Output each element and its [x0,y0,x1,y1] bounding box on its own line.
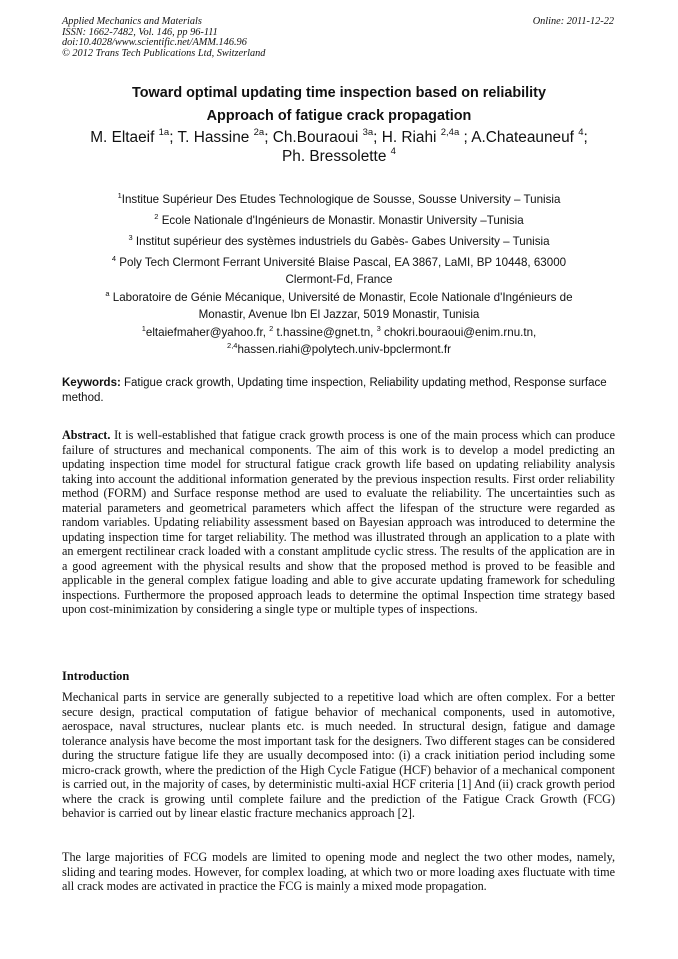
author-name: ; H. Riahi [373,129,441,146]
author-name: ; T. Hassine [169,129,254,146]
abstract-label: Abstract. [62,428,111,442]
author-name: ; Ch.Bouraoui [264,129,363,146]
author-affiliation-mark: 1a [158,127,170,138]
affiliation-line [70,290,608,307]
introduction-heading: Introduction [62,669,130,683]
author-separator: ; [583,129,588,146]
email-mark: 2 [269,324,274,333]
introduction-paragraph-2: The large majorities of FCG models are limited to opening mode and neglect the two other modes, namely, sliding and tearing modes. However, for complex loading, at which two or more loading axes fluctuate with time all crack modes are activated in practice the FCG is mainly a mixed mode propagation. [62,850,615,893]
author-affiliation-mark: 2,4a [440,127,460,138]
keywords-section [62,376,616,406]
journal-name: Applied Mechanics and Materials [62,16,202,27]
affiliation-text: Institue Supérieur Des Etudes Technologique de Sousse, Sousse University – Tunisia [121,193,561,206]
email-line [70,342,608,359]
affiliation-1 [70,192,608,209]
email-address: eltaiefmaher@yahoo.fr, [145,326,270,339]
affiliation-line [70,255,608,272]
author-name: M. Eltaeif [90,129,159,146]
affiliation-a [70,290,608,323]
doi-line: doi:10.4028/www.scientific.net/AMM.146.96 [62,37,247,49]
affiliation-mark: a [105,289,110,298]
online-date: Online: 2011-12-22 [532,16,614,27]
paper-title-line-2: Approach of fatigue crack propagation [206,108,472,124]
keywords-label: Keywords: [62,377,121,389]
email-address: hassen.riahi@polytech.univ-bpclermont.fr [237,342,451,356]
author-affiliation-mark: 4 [578,127,584,138]
issn-line: ISSN: 1662-7482, Vol. 146, pp 96-111 [62,26,218,38]
introduction-paragraph-1: Mechanical parts in service are generally subjected to a repetitive load which are often complex. For a better secure design, practical computation of fatigue behavior of mechanical components, used in automotive, aerospace, naval structures, nuclear plants etc. is much needed. In structural design, fatigue and damage tolerance analysis have become the most important task for the designers. Two different stages can be considered during the structure fatigue life they are usually decomposed into: (i) a crack initiation period including some micro-crack growth, where the prediction of the High Cycle Fatigue (HCF) behavior of a mechanical component is carried out, in the majority of cases, by deterministic multi-axial HCF criteria [1] And (ii) crack growth period where the crack is growing until complete failure and the prediction of the Fatigue Crack Growth (FCG) behavior is carried out by linear elastic fracture mechanics approach [2]. [62,690,615,820]
email-address: chokri.bouraoui@enim.rnu.tn, [380,326,537,339]
affiliation-text: Ecole Nationale d'Ingénieurs de Monastir. Monastir University –Tunisia [158,214,524,227]
author-affiliation-mark: 3a [362,127,374,138]
keywords-text: Fatigue crack growth, Updating time inspection, Reliability updating method, Response surface method. [62,377,607,404]
author-name: Ph. Bressolette [282,148,391,165]
author-line-1 [40,128,638,147]
author-name: ; A.Chateauneuf [459,129,579,146]
author-affiliation-mark: 2a [253,127,265,138]
affiliation-text: Poly Tech Clermont Ferrant Université Blaise Pascal, EA 3867, LaMI, BP 10448, 63000 [116,256,567,269]
affiliation-mark: 2 [154,212,159,221]
copyright-line: © 2012 Trans Tech Publications Ltd, Switzerland [62,47,266,59]
affiliation-4 [70,255,608,288]
affiliation-3 [70,234,608,251]
affiliation-mark: 3 [128,233,133,242]
affiliation-line: Clermont-Fd, France [285,272,393,286]
abstract-section [62,428,615,617]
affiliation-mark: 4 [111,254,117,263]
author-affiliation-mark: 4 [390,146,396,157]
email-mark: 1 [141,324,146,333]
publication-info [62,17,265,59]
email-mark: 3 [376,324,381,333]
affiliation-text: Laboratoire de Génie Mécanique, Université de Monastir, Ecole Nationale d'Ingénieurs de [109,291,573,304]
email-line [70,325,608,342]
email-list [70,325,608,358]
paper-title-line-1: Toward optimal updating time inspection based on reliability [132,85,546,101]
affiliation-mark: 1 [117,191,122,200]
affiliation-2 [70,213,608,230]
abstract-text: It is well-established that fatigue crack growth process is one of the main process which can produce failure of structures and mechanical components. The aim of this work is to develop a model predicting an updating inspection time model for structural fatigue crack growth life based on updating reliability analysis taking into account the additional information generated by the previous inspection results. First order reliability method (FORM) and Surface response method are used to evaluate the reliability. The uncertainties such as material parameters and geometrical parameters which affect the lifespan of the structure were regarded as random variables. Updating reliability assessment based on Bayesian approach was introduced to determine the updating inspection time for target reliability. The method was illustrated through an application to a plate with an emergent rectilinear crack loaded with a constant amplitude cyclic stress. The results of the application are in a good agreement with the physical results and show that the proposed method is proved to be feasible and applicable in the general complex fatigue loading and able to give accurate updating framework for scheduling inspections. Furthermore the proposed approach leads to determine the optimal Inspection time strategy based upon cost-minimization by considering a single type or multiple types of inspections. [62,428,615,616]
author-list [40,128,638,166]
email-mark: 2,4 [227,340,238,350]
email-address: t.hassine@gnet.tn, [273,326,377,339]
affiliation-line: Monastir, Avenue Ibn El Jazzar, 5019 Monastir, Tunisia [198,307,480,321]
author-line-2 [40,147,638,166]
affiliation-text: Institut supérieur des systèmes industriels du Gabès- Gabes University – Tunisia [132,235,550,248]
